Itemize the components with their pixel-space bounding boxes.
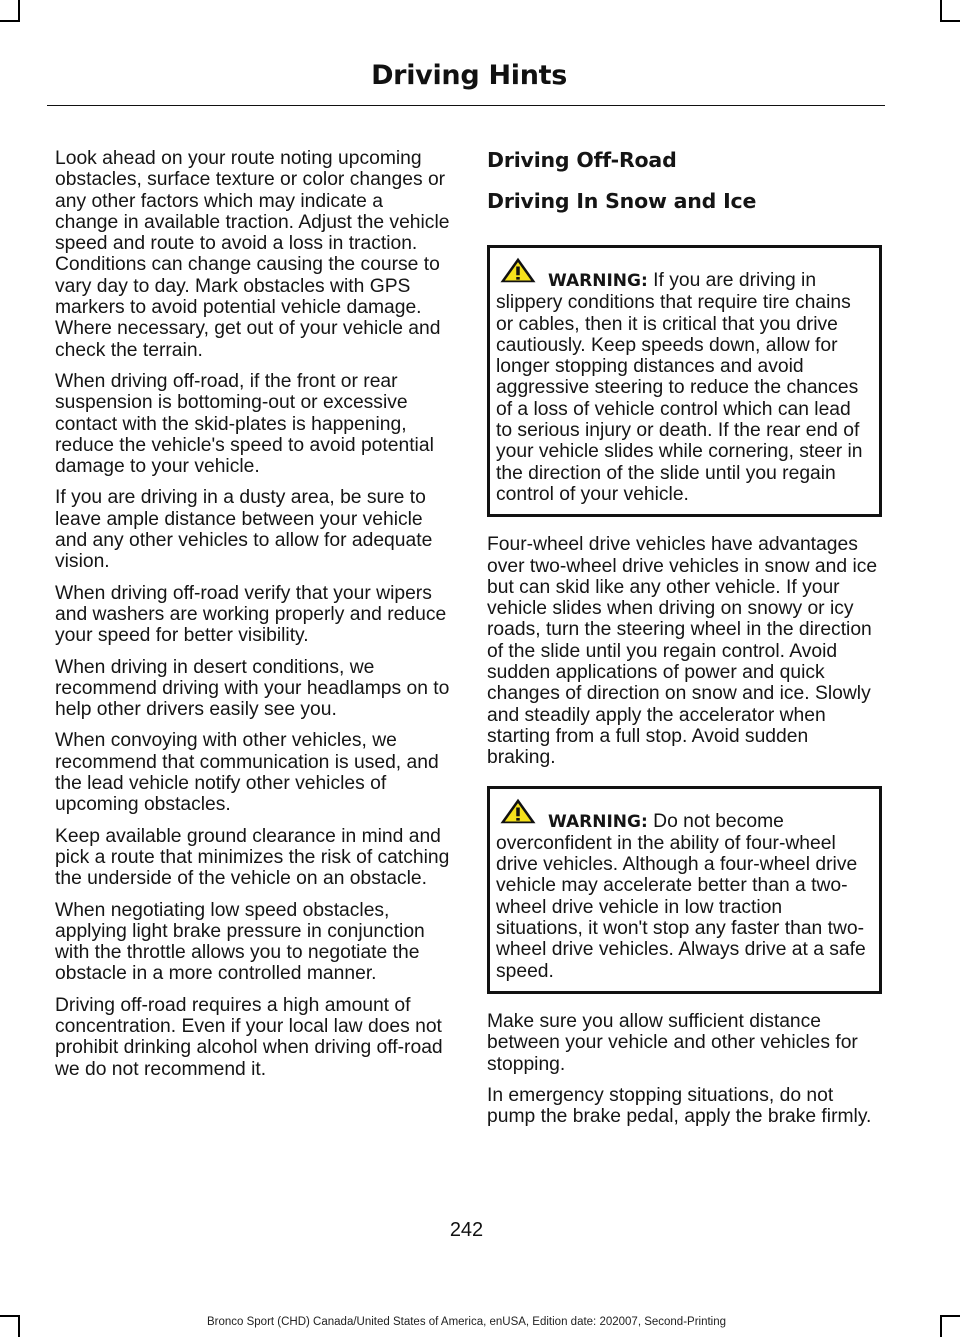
paragraph: When driving off-road, if the front or rear suspension is bottoming-out or excessive contact with the skid-plates is happening, reduce the vehicle's speed to avoid potential damage to your vehicle. bbox=[55, 370, 434, 478]
crop-mark bbox=[940, 1315, 960, 1317]
paragraph: When driving in desert conditions, we recommend driving with your headlamps on to help other drivers easily see you. bbox=[55, 656, 450, 721]
section-heading: Driving Off-Road bbox=[487, 148, 677, 172]
paragraph: Make sure you allow sufficient distance between your vehicle and other vehicles for stopping. bbox=[487, 1010, 858, 1075]
warning-box bbox=[487, 245, 882, 517]
crop-mark bbox=[940, 0, 942, 20]
crop-mark bbox=[0, 20, 20, 22]
warning-label: WARNING: bbox=[548, 271, 648, 291]
footer-text: Bronco Sport (CHD) Canada/United States of America, enUSA, Edition date: 202007, Second-Printing bbox=[206, 1316, 727, 1328]
left-column bbox=[55, 148, 450, 1090]
paragraph: If you are driving in a dusty area, be sure to leave ample distance between your vehicle and any other vehicles to allow for adequate vision. bbox=[55, 487, 433, 573]
warning-triangle-icon bbox=[496, 256, 540, 284]
paragraph: In emergency stopping situations, do not pump the brake pedal, apply the brake firmly. bbox=[487, 1084, 872, 1128]
paragraph: Look ahead on your route noting upcoming obstacles, surface texture or color changes or any other factors which may indicate a change in available traction. Adjust the vehicle speed and route to avoid a loss in traction. Conditions can change causing the course to vary day to day. Mark obstacles with GPS markers to avoid potential vehicle damage. Where necessary, get out of your vehicle and check the terrain. bbox=[55, 148, 450, 361]
crop-mark bbox=[940, 1317, 942, 1337]
right-column bbox=[487, 148, 882, 1137]
header-divider bbox=[47, 105, 885, 106]
paragraph: When convoying with other vehicles, we recommend that communication is used, and the lead vehicle notify other vehicles of upcoming obstacles. bbox=[55, 730, 439, 816]
paragraph: Four-wheel drive vehicles have advantages over two-wheel drive vehicles in snow and ice but can skid like any other vehicle. If your vehicle slides when driving on snowy or icy roads, turn the steering wheel in the direction of the slide until you regain control. Avoid sudden applications of power and quick changes of direction on snow and ice. Slowly and steadily apply the accelerator when starting from a full stop. Avoid sudden braking. bbox=[487, 534, 878, 769]
warning-triangle-icon bbox=[496, 797, 540, 825]
warning-label: WARNING: bbox=[548, 811, 648, 832]
page-title: Driving Hints bbox=[371, 60, 567, 91]
crop-mark bbox=[18, 0, 20, 20]
paragraph: Driving off-road requires a high amount of concentration. Even if your local law does not prohibit drinking alcohol when driving off-road we do not recommend it. bbox=[55, 994, 443, 1080]
paragraph: When driving off-road verify that your wipers and washers are working properly and reduce your speed for better visibility. bbox=[55, 582, 447, 647]
warning-text: Do not become overconfident in the ability of four-wheel drive vehicles. Although a four-wheel drive vehicle may accelerate better than a two-wheel drive vehicle in low traction situations, it won't stop any faster than two-wheel drive vehicles. Always drive at a safe speed. bbox=[496, 810, 866, 982]
subsection-heading: Driving In Snow and Ice bbox=[487, 189, 757, 213]
page-number: 242 bbox=[449, 1219, 484, 1241]
crop-mark bbox=[940, 20, 960, 22]
warning-box bbox=[487, 786, 882, 994]
paragraph: Keep available ground clearance in mind and pick a route that minimizes the risk of catching the underside of the vehicle on an obstacle. bbox=[55, 825, 450, 890]
warning-text: If you are driving in slippery conditions that require tire chains or cables, then it is critical that you drive cautiously. Keep speeds down, allow for longer stopping distances and avoid aggressive steering to reduce the chances of a loss of vehicle control which can lead to serious injury or death. If the rear end of your vehicle slides while cornering, steer in the direction of the slide until you regain control of your vehicle. bbox=[496, 270, 863, 505]
paragraph: When negotiating low speed obstacles, applying light brake pressure in conjunction with the throttle allows you to negotiate the obstacle in a more controlled manner. bbox=[55, 899, 425, 985]
